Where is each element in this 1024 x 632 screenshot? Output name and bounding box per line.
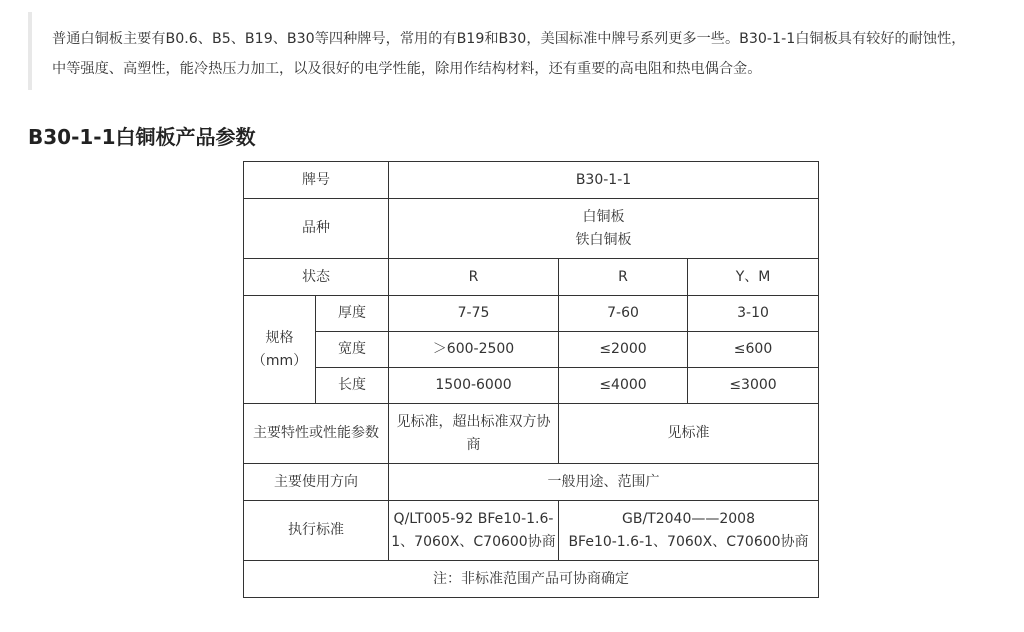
intro-line-2: 中等强度、高塑性，能冷热压力加工，以及很好的电学性能，除用作结构材料，还有重要的高电阻和热电偶合金。	[52, 61, 762, 77]
table-row-thickness	[244, 296, 819, 332]
intro-blockquote	[28, 12, 1008, 90]
variety-value-2: 铁白铜板	[575, 231, 632, 248]
table-note: 注：非标准范围产品可协商确定	[244, 561, 819, 598]
intro-line-1: 普通白铜板主要有B0.6、B5、B19、B30等四种牌号，常用的有B19和B30，美国标准中牌号系列更多一些。B30-1-1白铜板具有较好的耐蚀性，	[52, 31, 966, 47]
table-row-state	[244, 259, 819, 296]
table-row-standard	[244, 501, 819, 561]
spec-label-line-1: 规格	[265, 329, 294, 346]
usage-label: 主要使用方向	[244, 464, 389, 501]
table-row-note	[244, 561, 819, 598]
standard-value-2	[559, 501, 819, 561]
standard-value-2-line-1: GB/T2040——2008	[622, 510, 755, 527]
length-label: 长度	[316, 368, 389, 404]
variety-value-1: 白铜板	[582, 208, 625, 225]
table-row-width	[244, 332, 819, 368]
spec-label	[244, 296, 316, 404]
grade-value: B30-1-1	[389, 162, 819, 199]
table-row-grade	[244, 162, 819, 199]
variety-values	[389, 199, 819, 259]
state-label: 状态	[244, 259, 389, 296]
perf-value-1: 见标准，超出标准双方协商	[389, 404, 559, 464]
length-value-1: 1500-6000	[389, 368, 559, 404]
state-value-3: Y、M	[688, 259, 819, 296]
table-row-variety	[244, 199, 819, 259]
state-value-2: R	[559, 259, 688, 296]
usage-value: 一般用途、范围广	[389, 464, 819, 501]
length-value-2: ≤4000	[559, 368, 688, 404]
thickness-value-2: 7-60	[559, 296, 688, 332]
standard-value-2-line-2: BFe10-1.6-1、7060X、C70600协商	[568, 533, 809, 550]
grade-label: 牌号	[244, 162, 389, 199]
width-label: 宽度	[316, 332, 389, 368]
spec-label-line-2: （mm）	[251, 352, 308, 369]
length-value-3: ≤3000	[688, 368, 819, 404]
width-value-2: ≤2000	[559, 332, 688, 368]
thickness-label: 厚度	[316, 296, 389, 332]
state-value-1: R	[389, 259, 559, 296]
table-row-performance	[244, 404, 819, 464]
variety-label: 品种	[244, 199, 389, 259]
product-params-table	[243, 161, 819, 598]
table-row-usage	[244, 464, 819, 501]
perf-label: 主要特性或性能参数	[244, 404, 389, 464]
perf-value-2: 见标准	[559, 404, 819, 464]
width-value-1: ＞600-2500	[389, 332, 559, 368]
width-value-3: ≤600	[688, 332, 819, 368]
standard-label: 执行标准	[244, 501, 389, 561]
standard-value-1: Q/LT005-92 BFe10-1.6-1、7060X、C70600协商	[389, 501, 559, 561]
thickness-value-3: 3-10	[688, 296, 819, 332]
table-row-length	[244, 368, 819, 404]
thickness-value-1: 7-75	[389, 296, 559, 332]
section-heading: B30-1-1白铜板产品参数	[28, 125, 256, 149]
